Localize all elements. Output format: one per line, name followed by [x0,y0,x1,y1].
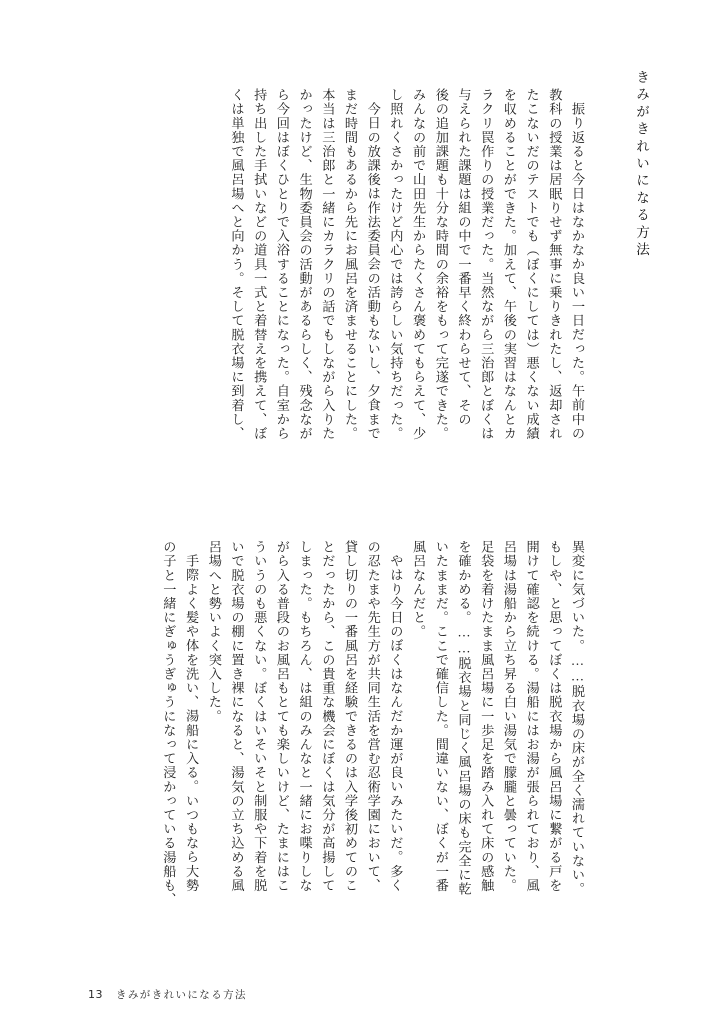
text-column: くは単独で風呂場へと向かう。そして脱衣場に到着し、 [229,88,245,441]
text-column: まだ時間もあるから先にお風呂を済ませることにした。 [343,88,358,441]
text-column: ラクリ罠作りの授業だった。当然ながら三治郎とぼくは [479,88,495,441]
text-column: 与えられた課題は組の中で一番早く終わらせて、その [456,88,472,427]
text-column: 後の追加課題も十分な時間の余裕をもって完遂できた。 [433,88,449,441]
text-column: 開けて確認を続ける。湯船にはお湯が張られており、風 [524,540,540,893]
text-column: 足袋を着けたまま風呂場に一歩足を踏み入れて床の感触 [479,540,495,893]
text-column: みんなの前で山田先生からたくさん褒めてもらえて、少 [411,88,427,441]
text-column: 呂場は湯船から立ち昇る白い湯気で朦朧と曇っていた。 [501,540,517,893]
text-column: もしや、と思ってぼくは脱衣場から風呂場に繋がる戸を [547,540,563,893]
text-column: 教科の授業は居眠りせず無事に乗りきれたし、返却され [547,88,563,441]
text-column: 手際よく髪や体を洗い、湯船に入る。いつもなら大勢 [184,553,200,892]
text-column: やはり今日のぼくはなんだか運が良いみたいだ。多く [388,553,404,892]
text-column: がら入る普段のお風呂もとても楽しいけど、たまにはこ [274,540,290,893]
text-column: いたままだ。ここで確信した。間違いない、ぼくが一番 [433,540,449,893]
text-column: 振り返ると今日はなかなか良い一日だった。午前中の [570,101,585,440]
text-column: しまった。もちろん、は組のみんなと一緒にお喋りしな [297,540,313,893]
text-column: 持ち出した手拭いなどの道具一式と着替えを携えて、ぼ [252,88,268,441]
page-footer [88,987,247,1002]
page-number: 13 [88,988,103,1001]
text-column: の忍たまや先生方が共同生活を営む忍術学園において、 [365,540,381,893]
text-column: 風呂なんだと。 [411,540,427,639]
text-column: ら今回はぼくひとりで入浴することになった。自室から [274,88,290,441]
text-column: の子と一緒にぎゅうぎゅうになって浸かっている湯船も、 [161,540,177,907]
text-column: を確かめる。……脱衣場と同じく風呂場の床も完全に乾 [456,540,472,897]
text-column: し照れくさかったけど内心では誇らしい気持ちだった。 [388,88,404,441]
text-column: かったけど、生物委員会の活動があるらしく、残念なが [297,88,313,441]
text-column: いで脱衣場の棚に置き裸になると、湯気の立ち込める風 [229,540,245,893]
running-title: きみがきれいになる方法 [116,989,247,1001]
text-column: を収めることができた。加えて、午後の実習はなんとカ [501,88,517,441]
chapter-title: きみがきれいになる方法 [634,70,649,260]
text-column: 貸し切りの一番風呂を経験できるのは入学後初めてのこ [343,540,358,893]
text-column: 異変に気づいた。……脱衣場の床が全く濡れていない。 [570,540,585,897]
text-column: たこないだのテストでも（ぼくにしては）悪くない成績 [524,88,540,441]
text-column: 本当は三治郎と一緒にカラクリの話でもしながら入りた [320,88,336,441]
text-column: 呂場へと勢いよく突入した。 [206,540,222,724]
text-column: ういうのも悪くない。ぼくはいそいそと制服や下着を脱 [252,540,268,893]
text-column: 今日の放課後は作法委員会の活動もないし、夕食まで [365,101,381,440]
text-column: とだったから、この貴重な機会にぼくは気分が高揚して [320,540,336,893]
